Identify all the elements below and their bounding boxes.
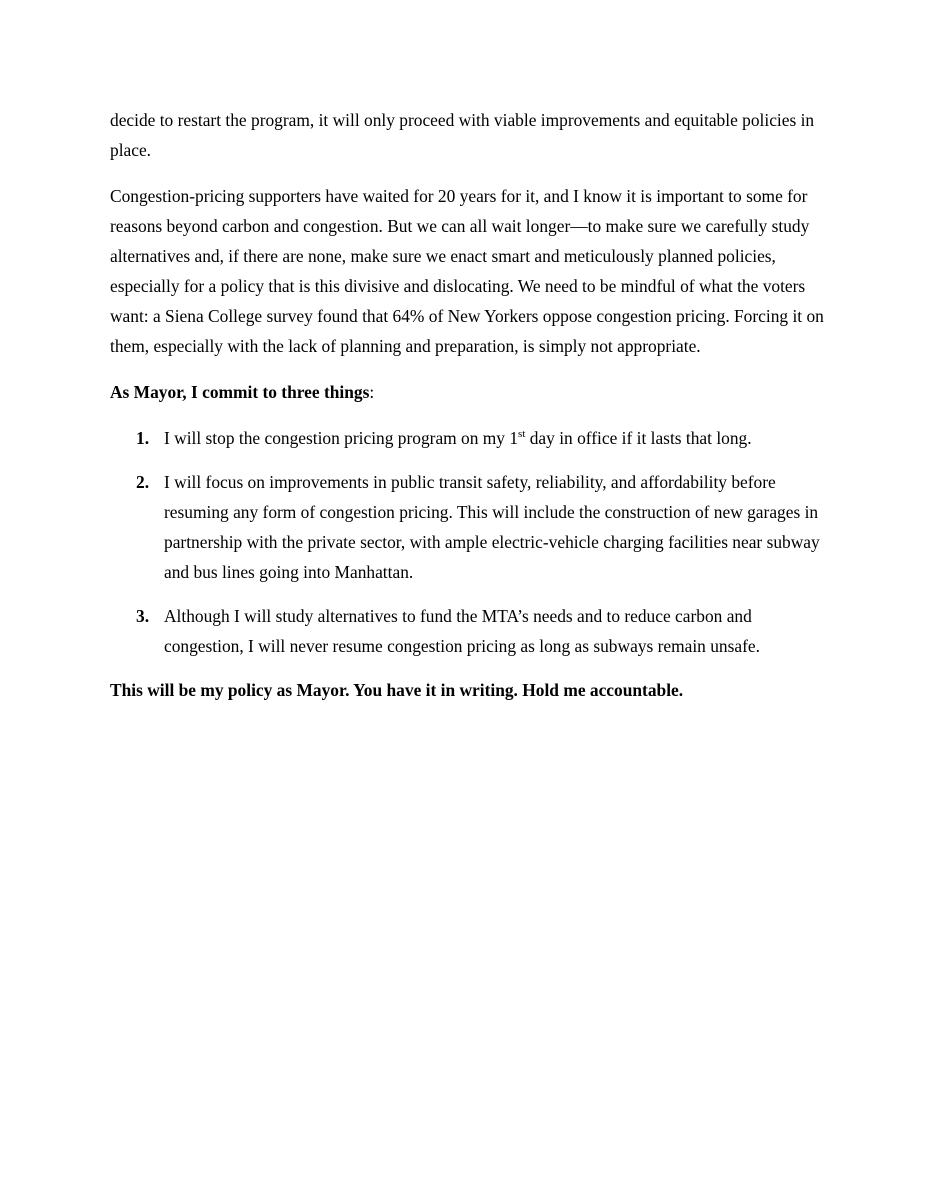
ordinal-superscript: st: [518, 428, 526, 441]
commitments-heading: [110, 377, 825, 407]
paragraph-congestion-pricing: Congestion-pricing supporters have waited for 20 years for it, and I know it is important to some for reasons beyond carbon and congestion. But we can all wait longer—to make sure we carefully study alternatives and, if there are none, make sure we enact smart and meticulously planned policies, especially for a policy that is this divisive and dislocating. We need to be mindful of what the voters want: a Siena College survey found that 64% of New Yorkers oppose congestion pricing. Forcing it on them, especially with the lack of planning and preparation, is simply not appropriate.: [110, 186, 824, 356]
commitment-text-part: day in office if it lasts that long.: [525, 428, 752, 448]
commitment-item-2: [110, 467, 825, 587]
commitment-number: 1.: [136, 428, 150, 448]
commitment-text: I will focus on improvements in public transit safety, reliability, and affordability before resuming any form of congestion pricing. This will include the construction of new garages in partnership with the private sector, with ample electric-vehicle charging facilities near subway and bus lines going into Manhattan.: [164, 472, 820, 582]
commitment-item-1: [110, 423, 825, 453]
closing-statement: This will be my policy as Mayor. You have it in writing. Hold me accountable.: [110, 680, 684, 700]
commitment-item-3: [110, 601, 825, 661]
commitment-text: Although I will study alternatives to fund the MTA’s needs and to reduce carbon and congestion, I will never resume congestion pricing as long as subways remain unsafe.: [164, 606, 760, 656]
commitment-number: 3.: [136, 606, 150, 626]
paragraph-continuation: decide to restart the program, it will only proceed with viable improvements and equitable policies in place.: [110, 110, 815, 160]
commitment-number: 2.: [136, 472, 150, 492]
commitment-text-part: I will stop the congestion pricing program on my 1: [164, 428, 519, 448]
commitments-heading-colon: :: [369, 382, 375, 402]
document-body: [110, 105, 825, 705]
commitments-list: [110, 423, 825, 661]
commitments-heading-bold: As Mayor, I commit to three things: [110, 382, 370, 402]
